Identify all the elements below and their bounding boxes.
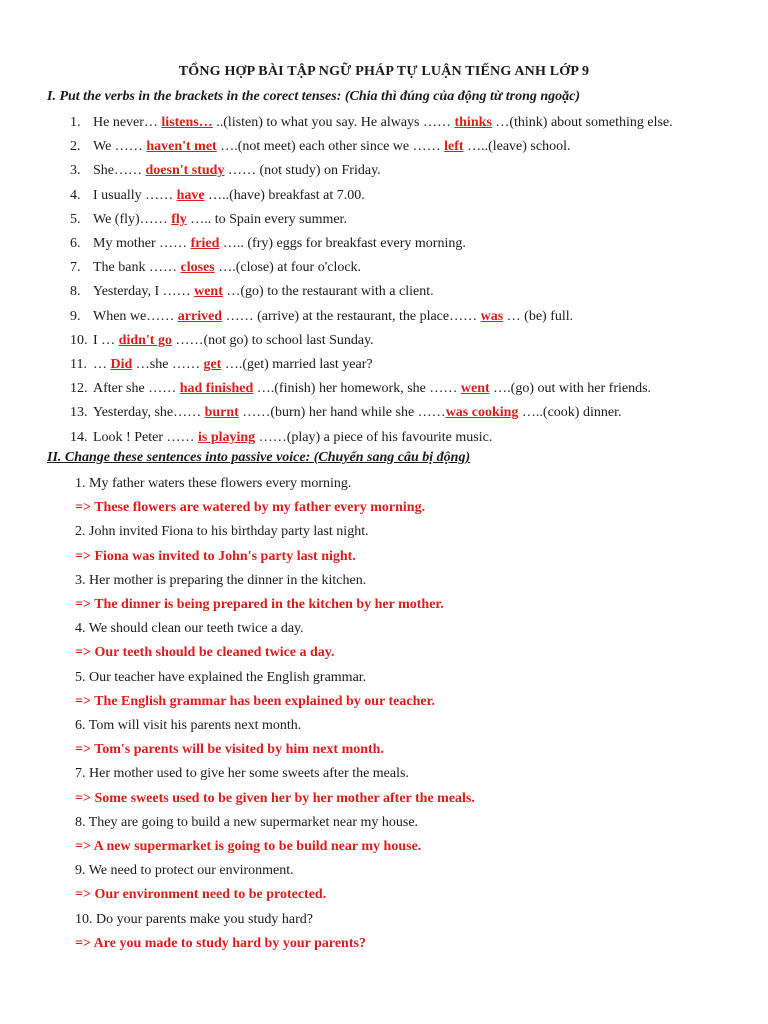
exercise-sentence: [93, 403, 621, 423]
passive-answer: => Are you made to study hard by your parents?: [75, 935, 366, 951]
exercise-number: 10.: [70, 332, 88, 348]
exercise-number: 12.: [70, 381, 88, 397]
exercise-number: 7.: [70, 260, 81, 276]
answer-verb: left: [444, 139, 464, 155]
exercise-number: 3.: [70, 163, 81, 179]
sentence-text: I usually ……: [93, 187, 177, 203]
passive-answer: => The dinner is being prepared in the kitchen by her mother.: [75, 597, 444, 612]
passive-question: 4. We should clean our teeth twice a day.: [75, 621, 304, 637]
sentence-text: Look ! Peter ……: [93, 429, 198, 445]
passive-answer: => Our environment need to be protected.: [75, 887, 327, 903]
sentence-text: ..(listen) to what you say. He always ……: [212, 115, 455, 130]
exercise-sentence: [93, 210, 347, 230]
passive-answer: => These flowers are watered by my father every morning.: [75, 500, 426, 516]
exercise-sentence: [93, 161, 381, 181]
passive-answer: => Some sweets used to be given her by her mother after the meals.: [75, 790, 475, 806]
answer-verb: burnt: [204, 405, 239, 421]
sentence-text: We ……: [93, 139, 147, 155]
answer-verb: went: [194, 284, 223, 300]
sentence-text: The bank ……: [93, 260, 181, 276]
passive-question: 10. Do your parents make you study hard?: [75, 911, 313, 927]
section-1-heading: I. Put the verbs in the brackets in the corect tenses: (Chia thì đúng của động từ trong ngoặc): [47, 89, 581, 104]
answer-verb: have: [176, 187, 205, 203]
sentence-text: ….(finish) her homework, she ……: [253, 381, 461, 397]
passive-answer: => A new supermarket is going to be build near my house.: [75, 839, 422, 854]
passive-question: 1. My father waters these flowers every morning.: [75, 476, 352, 491]
answer-verb: closes: [180, 260, 215, 276]
exercise-number: 11.: [70, 357, 87, 372]
exercise-sentence: [93, 234, 466, 254]
sentence-text: After she ……: [93, 381, 180, 397]
passive-answer: => The English grammar has been explained by our teacher.: [75, 693, 436, 709]
document-title: TỔNG HỢP BÀI TẬP NGỮ PHÁP TỰ LUẬN TIẾNG ANH LỚP 9: [178, 64, 590, 79]
sentence-text: …..(have) breakfast at 7.00.: [204, 187, 365, 203]
answer-verb: was cooking: [445, 405, 519, 421]
exercise-sentence: [93, 258, 361, 278]
answer-verb: doesn't study: [145, 163, 225, 179]
sentence-text: …(think) about something else.: [491, 115, 673, 130]
sentence-text: …… (arrive) at the restaurant, the place……: [222, 308, 481, 324]
sentence-text: …… (not study) on Friday.: [224, 163, 381, 179]
answer-verb: had finished: [179, 381, 254, 397]
sentence-text: ……(play) a piece of his favourite music.: [255, 429, 493, 445]
exercise-sentence: [93, 282, 434, 302]
answer-verb: haven't met: [146, 139, 217, 155]
sentence-text: She……: [93, 163, 146, 179]
sentence-text: …(go) to the restaurant with a client.: [222, 284, 434, 300]
answer-verb: didn't go: [118, 332, 172, 348]
exercise-sentence: [93, 113, 673, 133]
sentence-text: …..(leave) school.: [463, 139, 571, 155]
sentence-text: ….(go) out with her friends.: [489, 381, 652, 397]
answer-verb: fly: [171, 211, 187, 227]
sentence-text: ….. to Spain every summer.: [186, 211, 347, 227]
exercise-number: 13.: [70, 405, 88, 421]
answer-verb: thinks: [454, 115, 492, 130]
exercise-number: 14.: [70, 429, 88, 445]
sentence-text: … (be) full.: [503, 308, 574, 324]
exercise-number: 9.: [70, 308, 81, 324]
exercise-number: 5.: [70, 211, 81, 227]
sentence-text: He never…: [93, 115, 162, 130]
exercise-number: 1.: [70, 115, 81, 130]
passive-answer: => Our teeth should be cleaned twice a day.: [75, 645, 335, 661]
answer-verb: went: [460, 381, 490, 397]
sentence-text: ….(close) at four o'clock.: [214, 260, 362, 276]
sentence-text: …she ……: [132, 357, 204, 372]
sentence-text: ….. (fry) eggs for breakfast every morning.: [219, 236, 466, 251]
answer-verb: was: [480, 308, 504, 324]
exercise-sentence: [93, 307, 573, 327]
passive-question: 9. We need to protect our environment.: [75, 863, 294, 879]
sentence-text: …..(cook) dinner.: [518, 405, 622, 421]
sentence-text: ….(get) married last year?: [221, 357, 373, 372]
sentence-text: Yesterday, I ……: [93, 284, 195, 300]
passive-question: 3. Her mother is preparing the dinner in the kitchen.: [75, 572, 367, 588]
answer-verb: arrived: [177, 308, 223, 324]
exercise-sentence: [93, 355, 373, 375]
exercise-sentence: [93, 331, 374, 351]
exercise-number: 4.: [70, 187, 81, 203]
section-2-heading: II. Change these sentences into passive voice: (Chuyển sang câu bị động): [47, 450, 471, 465]
answer-verb: listens…: [161, 115, 213, 130]
answer-verb: is playing: [197, 429, 256, 445]
exercise-sentence: [93, 428, 492, 448]
passive-question: 2. John invited Fiona to his birthday party last night.: [75, 524, 369, 540]
sentence-text: …: [93, 357, 111, 372]
sentence-text: ……(burn) her hand while she ……: [238, 405, 446, 421]
passive-question: 6. Tom will visit his parents next month.: [75, 718, 302, 733]
passive-question: 7. Her mother used to give her some sweets after the meals.: [75, 766, 409, 782]
exercise-sentence: [93, 379, 651, 399]
sentence-text: We (fly)……: [93, 211, 172, 227]
exercise-number: 8.: [70, 284, 81, 300]
exercise-number: 2.: [70, 139, 81, 155]
answer-verb: fried: [190, 236, 220, 251]
passive-question: 5. Our teacher have explained the English grammar.: [75, 669, 367, 685]
sentence-text: My mother ……: [93, 236, 191, 251]
sentence-text: When we……: [93, 308, 178, 324]
passive-answer: => Fiona was invited to John's party last night.: [75, 548, 356, 564]
sentence-text: ……(not go) to school last Sunday.: [171, 332, 374, 348]
sentence-text: ….(not meet) each other since we ……: [216, 139, 445, 155]
passive-answer: => Tom's parents will be visited by him next month.: [75, 742, 384, 758]
exercise-number: 6.: [70, 236, 81, 251]
exercise-sentence: [93, 137, 570, 157]
sentence-text: Yesterday, she……: [93, 405, 205, 421]
sentence-text: I …: [93, 332, 119, 348]
answer-verb: Did: [110, 357, 133, 372]
answer-verb: get: [203, 357, 222, 372]
exercise-sentence: [93, 186, 365, 206]
passive-question: 8. They are going to build a new supermarket near my house.: [75, 814, 419, 830]
